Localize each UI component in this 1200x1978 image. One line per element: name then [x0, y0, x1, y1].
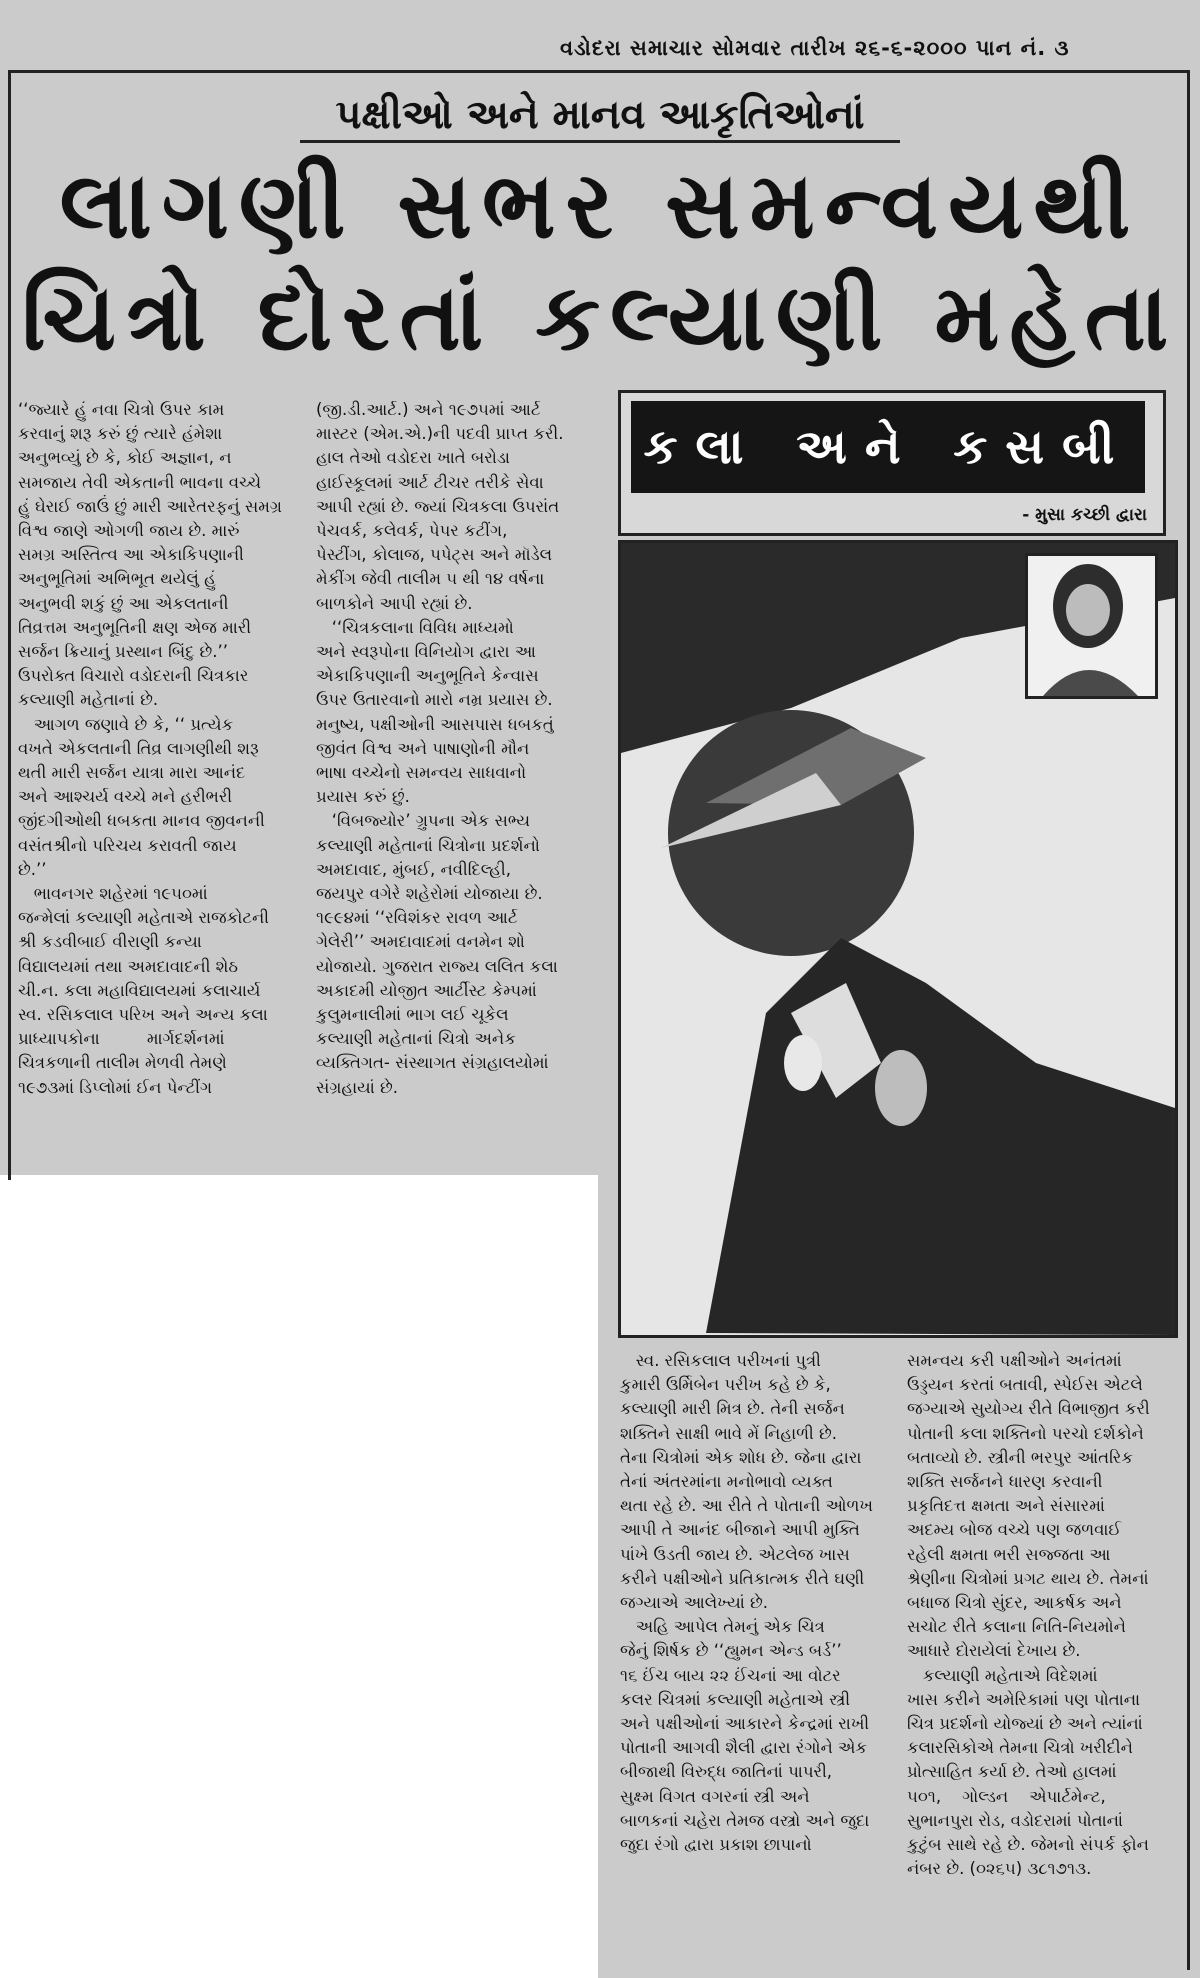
woman-face	[784, 1035, 822, 1091]
child-face	[875, 1050, 927, 1126]
portrait-photo	[1028, 556, 1155, 696]
column-title: કલા અને કસબી	[631, 401, 1145, 493]
article-column-3: સ્વ. રસિકલાલ પરીખનાં પુત્રી કુમારી ઉર્મિબેન પરીખ કહે છે કે, કલ્યાણી મારી મિત્ર છે. તેની સર્જન શક્તિને સાક્ષી ભાવે મેં નિહાળી છે. તેના ચિત્રોમાં એક શોધ છે. જેના દ્વારા તેનાં અંતરમાંના મનોભાવો વ્યક્ત થતા રહે છે. આ રીતે તે પોતાની ઓળખ આપી તે આનંદ બીજાને આપી મુક્તિ પાંખે ઉડતી જાય છે. એટલેજ ખાસ કરીને પક્ષીઓને પ્રતિકાત્મક રીતે ઘણી જગ્યાએ આલેખ્યાં છે. અહિ આપેલ તેમનું એક ચિત્ર જેનું શિર્ષક છે ‘‘હ્યુમન એન્ડ બર્ડ’’ ૧૬ ઈંચ બાય ૨૨ ઈંચનાં આ વોટર કલર ચિત્રમાં કલ્યાણી મહેતાએ સ્ત્રી અને પક્ષીઓનાં આકારને કેન્દ્રમાં રાખી પોતાની આગવી શૈલી દ્વારા રંગોને એક બીજાથી વિરુદ્ધ જાતિનાં પાપરી, સુક્ષ્મ વિગત વગરનાં સ્ત્રી અને બાળકનાં ચહેરા તેમજ વસ્ત્રો અને જુદા જુદા રંગો દ્વારા પ્રકાશ છાપાનો	[620, 1351, 873, 1855]
article-kicker: પક્ષીઓ અને માનવ આકૃતિઓનાં	[300, 92, 900, 143]
article-column-2: (જી.ડી.આર્ટ.) અને ૧૯૭૫માં આર્ટ માસ્ટર (એમ.એ.)ની પદવી પ્રાપ્ત કરી. હાલ તેઓ વડોદરા ખાતે બરોડા હાઈસ્કૂલમાં આર્ટ ટીચર તરીકે સેવા આપી રહ્યાં છે. જ્યાં ચિત્રકલા ઉપરાંત પેચવર્ક, કલેવર્ક, પેપર કટીંગ, પેસ્ટીંગ, કોલાજ, પપેટ્સ અને મૉડેલ મેકીંગ જેવી તાલીમ ૫ થી ૧૪ વર્ષના બાળકોને આપી રહ્યાં છે. ‘‘ચિત્રકલાના વિવિધ માધ્યમો અને સ્વરૂપોના વિનિયોગ દ્વારા આ એકાકિપણાની અનુભૂતિને કેન્વાસ ઉપર ઉતારવાનો મારો નમ્ર પ્રયાસ છે. મનુષ્ય, પક્ષીઓની આસપાસ ધબકતું જીવંત વિશ્વ અને પાષાણોની મૌન ભાષા વચ્ચેનો સમન્વય સાધવાનો પ્રયાસ કરું છું. ‘વિબજ્યોર’ ગ્રુપના એક સભ્ય કલ્યાણી મહેતાનાં ચિત્રોના પ્રદર્શનો અમદાવાદ, મુંબઈ, નવીદિલ્હી, જયપુર વગેરે શહેરોમાં યોજાયા છે. ૧૯૯૪માં ‘‘રવિશંકર રાવળ આર્ટ ગેલેરી’’ અમદાવાદમાં વનમેન શો યોજાયો. ગુજરાત રાજ્ય લલિત કલા અકાદમી યોજીત આર્ટીસ્ટ કેમ્પમાં કુલુમનાલીમાં ભાગ લઈ ચૂકેલ કલ્યાણી મહેતાનાં ચિત્રો અનેક વ્યક્તિગત- સંસ્થાગત સંગ્રહાલયોમાં સંગ્રહાયાં છે.	[316, 400, 564, 1097]
article-border-left	[8, 70, 11, 1180]
article-column-1: ‘‘જ્યારે હું નવા ચિત્રો ઉપર કામ કરવાનું શરૂ કરું છું ત્યારે હંમેશા અનુભવ્યું છે કે, કોઈ અજ્ઞાન, ન સમજાય તેવી એકતાની ભાવના વચ્ચે હું ઘેરાઈ જાઉં છું મારી આરેતરફનું સમગ્ર વિશ્વ જાણે ઓગળી જાય છે. મારું સમગ્ર અસ્તિત્વ આ એકાકિપણાની અનુભૂતિમાં અભિભૂત થયેલું હું અનુભવી શકું છું આ એકલતાની તિવ્રત્તમ અનુભૂતિની ક્ષણ એજ મારી સર્જન ક્રિયાનું પ્રસ્થાન બિંદુ છે.’’ ઉપરોક્ત વિચારો વડોદરાની ચિત્રકાર કલ્યાણી મહેતાનાં છે. આગળ જણાવે છે કે, ‘‘ પ્રત્યેક વખતે એકલતાની તિવ્ર લાગણીથી શરૂ થતી મારી સર્જન યાત્રા મારા આનંદ અને આશ્ચર્ય વચ્ચે મને હરીભરી જીંદગીઓથી ધબકતા માનવ જીવનની વસંતશ્રીનો પરિચય કરાવતી જાય છે.’’ ભાવનગર શહેરમાં ૧૯૫૦માં જન્મેલાં કલ્યાણી મહેતાએ રાજકોટની શ્રી કડવીબાઈ વીરાણી કન્યા વિદ્યાલયમાં તથા અમદાવાદની શેઠ ચી.ન. કલા મહાવિદ્યાલયમાં કલાચાર્ય સ્વ. રસિકલાલ પરિખ અને અન્ય કલા પ્રાધ્યાપકોના માર્ગદર્શનમાં ચિત્રકળાની તાલીમ મેળવી તેમણે ૧૯૭૩માં ડિપ્લોમાં ઈન પેન્ટીંગ	[18, 400, 282, 1097]
byline: - મુસા કચ્છી દ્વારા	[1022, 505, 1147, 525]
article-border-right	[1187, 70, 1190, 1970]
column-feature-box	[618, 390, 1166, 536]
article-border-top	[8, 70, 1190, 73]
artist-portrait	[1025, 553, 1158, 699]
headline-line-1: લાગણી સભર સમન્વયથી	[59, 152, 1141, 259]
publication-header: વડોદરા સમાચાર સોમવાર તારીખ ૨૬-૬-૨૦૦૦ પાન નં. ૩	[560, 36, 1070, 60]
article-column-4: સમન્વય કરી પક્ષીઓને અનંતમાં ઉડ્ડયન કરતાં બતાવી, સ્પેઈસ એટલે જગ્યાએ સુયોગ્ય રીતે વિભાજીત કરી પોતાની કલા શક્તિનો પરચો દર્શકોને બતાવ્યો છે. સ્ત્રીની ભરપુર આંતરિક શક્તિ સર્જનને ધારણ કરવાની પ્રકૃતિદત્ત ક્ષમતા અને સંસારમાં અદમ્ય બોજ વચ્ચે પણ જળવાઈ રહેલી ક્ષમતા ભરી સજ્જતા આ શ્રેણીના ચિત્રોમાં પ્રગટ થાય છે. તેમનાં બધાજ ચિત્રો સુંદર, આકર્ષક અને સચોટ રીતે કલાના નિતિ-નિયમોને આધારે દોરાયેલાં દેખાય છે. કલ્યાણી મહેતાએ વિદેશમાં ખાસ કરીને અમેરિકામાં પણ પોતાના ચિત્ર પ્રદર્શનો યોજ્યાં છે અને ત્યાંનાં કલારસિકોએ તેમના ચિત્રો ખરીદીને પ્રોત્સાહિત કર્યા છે. તેઓ હાલમાં ૫૦૧, ગોલ્ડન એપાર્ટમેન્ટ, સુભાનપુરા રોડ, વડોદરામાં પોતાનાં કુટુંબ સાથે રહે છે. જેમનો સંપર્ક ફોન નંબર છે. (૦૨૬૫) ૩૮૧૭૧૩.	[907, 1351, 1150, 1879]
headline-line-2: ચિત્રો દોરતાં કલ્યાણી મહેતા	[21, 264, 1179, 371]
